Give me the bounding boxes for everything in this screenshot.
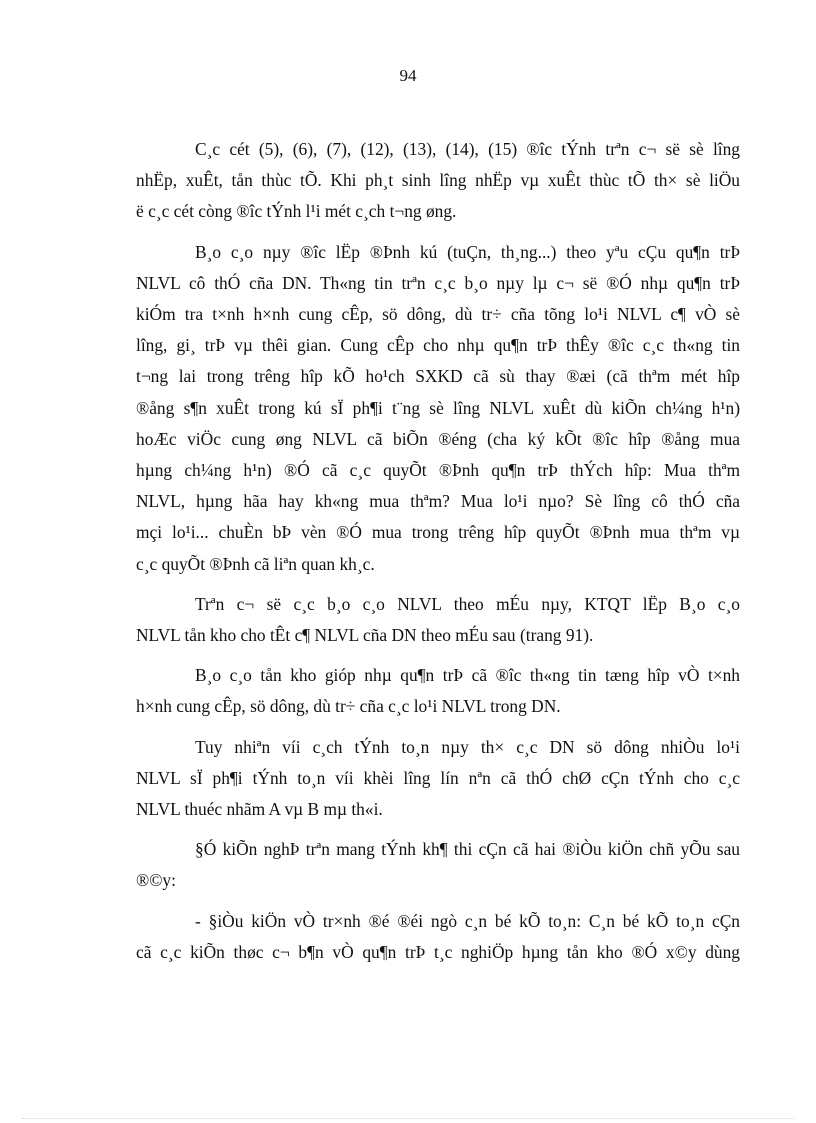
- text-line: C¸c cét (5), (6), (7), (12), (13), (14), (15) ®îc tÝnh trªn c¬ së sè lîng: [195, 139, 740, 159]
- text-line: ë c¸c cét còng ®îc tÝnh l¹i mét c¸ch t¬ng øng.: [136, 201, 457, 222]
- text-line: mçi lo¹i... chuÈn bÞ vèn ®Ó mua trong trêng hîp quyÕt ®Þnh mua thªm vµ: [136, 522, 740, 543]
- text-line: NLVL tån kho cho tÊt c¶ NLVL cña DN theo mÉu sau (trang 91).: [136, 625, 594, 646]
- text-line: Tuy nhiªn víi c¸ch tÝnh to¸n nµy th× c¸c DN sö dông nhiÒu lo¹i: [195, 736, 740, 757]
- text-line: Trªn c¬ së c¸c b¸o c¸o NLVL theo mÉu nµy, KTQT lËp B¸o c¸o: [195, 593, 740, 614]
- paragraph: [136, 237, 740, 580]
- text-line: NLVL cô thÓ cña DN. Th«ng tin trªn c¸c b¸o nµy lµ c¬ së ®Ó nhµ qu¶n trÞ: [136, 272, 740, 293]
- text-line: NLVL sÏ ph¶i tÝnh to¸n víi khèi lîng lín nªn cã thÓ chØ cÇn tÝnh cho c¸c: [136, 767, 740, 788]
- text-line: ®©y:: [136, 870, 176, 891]
- text-line: cã c¸c kiÕn thøc c¬ b¶n vÒ qu¶n trÞ t¸c nghiÖp hµng tån kho ®Ó x©y dùng: [136, 941, 740, 962]
- text-line: - §iÒu kiÖn vÒ tr×nh ®é ®éi ngò c¸n bé kÕ to¸n: C¸n bé kÕ to¸n cÇn: [195, 910, 740, 931]
- paragraph: [136, 589, 740, 651]
- text-line: hoÆc viÖc cung øng NLVL cã biÕn ®éng (cha ký kÕt ®îc hîp ®ång mua: [136, 428, 740, 449]
- text-line: §Ó kiÕn nghÞ trªn mang tÝnh kh¶ thi cÇn cã hai ®iÒu kiÖn chñ yÕu sau: [195, 839, 740, 860]
- text-line: NLVL, hµng hãa hay kh«ng mua thªm? Mua lo¹i nµo? Sè lîng cô thÓ cña: [136, 491, 740, 512]
- text-line: c¸c quyÕt ®Þnh cã liªn quan kh¸c.: [136, 553, 375, 574]
- paragraph: [136, 732, 740, 826]
- text-line: B¸o c¸o nµy ®îc lËp ®Þnh kú (tuÇn, th¸ng...) theo yªu cÇu qu¶n trÞ: [195, 241, 740, 262]
- paragraph: [136, 834, 740, 896]
- text-line: h×nh cung cÊp, sö dông, dù tr÷ cña c¸c lo¹i NLVL trong DN.: [136, 696, 561, 717]
- text-line: hµng ch¼ng h¹n) ®Ó cã c¸c quyÕt ®Þnh qu¶n trÞ thÝch hîp: Mua thªm: [136, 460, 740, 481]
- text-line: ®ång s¶n xuÊt trong kú sÏ ph¶i t¨ng sè lîng NLVL xuÊt dù kiÕn ch¼ng h¹n): [136, 397, 740, 418]
- text-line: nhËp, xuÊt, tån thùc tÕ. Khi ph¸t sinh lîng nhËp vµ xuÊt thùc tÕ th× sè liÖu: [136, 170, 740, 191]
- text-line: lîng, gi¸ trÞ vµ thêi gian. Cung cÊp cho nhµ qu¶n trÞ thÊy ®îc c¸c th«ng tin: [136, 335, 740, 356]
- text-line: B¸o c¸o tån kho gióp nhµ qu¶n trÞ cã ®îc th«ng tin tæng hîp vÒ t×nh: [195, 665, 740, 686]
- page-number: 94: [399, 66, 417, 85]
- body-text: [136, 134, 740, 977]
- text-line: kiÓm tra t×nh h×nh cung cÊp, sö dông, dù tr÷ cña tõng lo¹i NLVL c¶ vÒ sè: [136, 304, 740, 325]
- paragraph: [136, 660, 740, 722]
- paragraph: [136, 134, 740, 228]
- text-line: NLVL thuéc nhãm A vµ B mµ th«i.: [136, 799, 383, 820]
- text-line: t¬ng lai trong trêng hîp kÕ ho¹ch SXKD cã sù thay ®æi (cã thªm mét hîp: [136, 366, 740, 387]
- paragraph: [136, 906, 740, 968]
- bottom-divider: [22, 1118, 794, 1119]
